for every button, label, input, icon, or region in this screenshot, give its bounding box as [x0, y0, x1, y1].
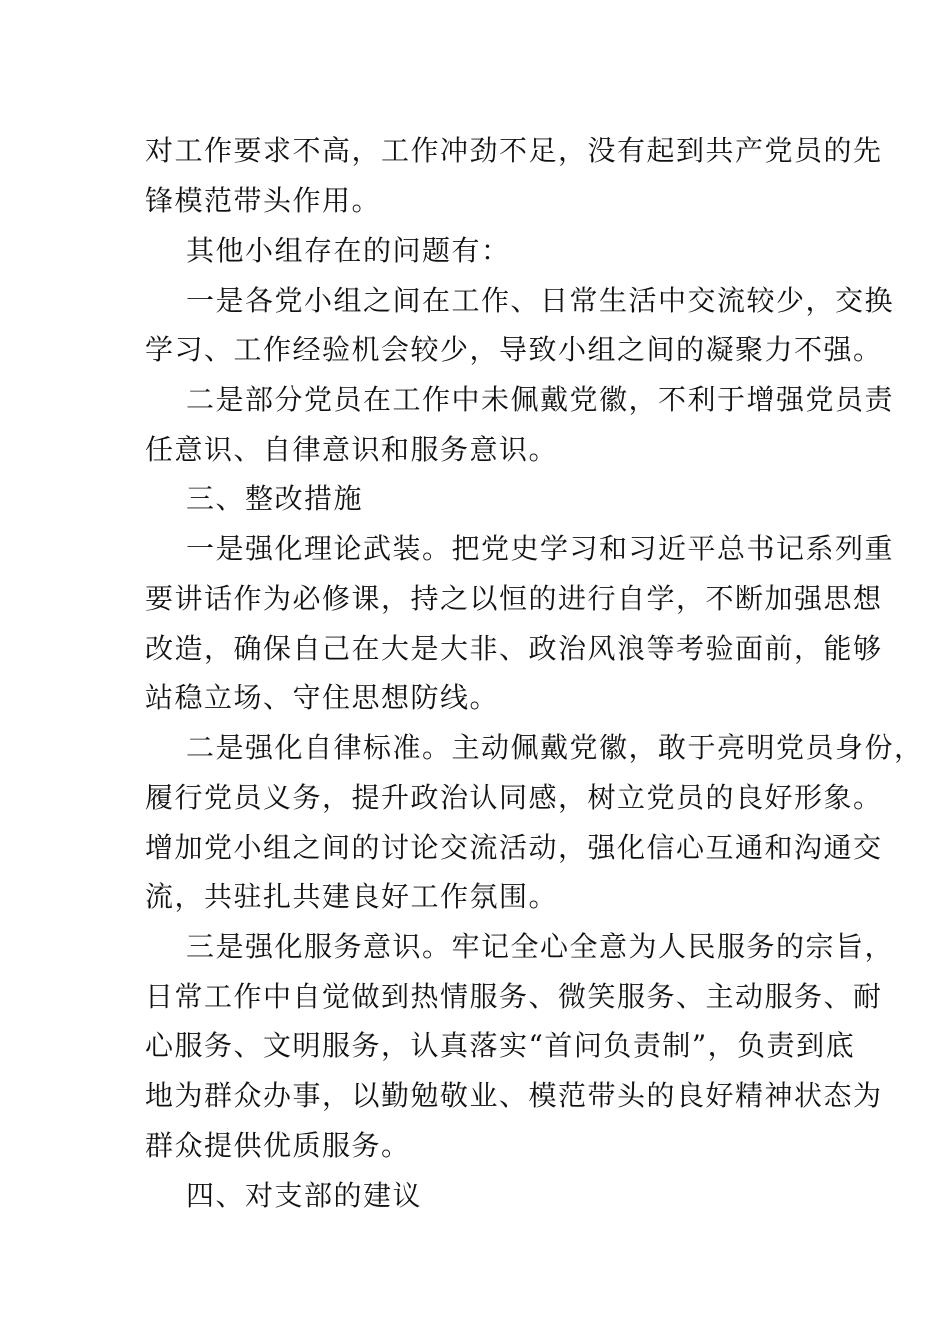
paragraph-line: 学习、工作经验机会较少，导致小组之间的凝聚力不强。 [145, 333, 883, 366]
section-heading: 三、整改措施 [186, 482, 364, 515]
paragraph-line: 增加党小组之间的讨论交流活动，强化信心互通和沟通交 [145, 831, 883, 864]
paragraph-line: 群众提供优质服务。 [145, 1129, 411, 1162]
paragraph-line: 日常工作中自觉做到热情服务、微笑服务、主动服务、耐 [145, 980, 883, 1013]
paragraph-line: 三是强化服务意识。牢记全心全意为人民服务的宗旨， [186, 930, 895, 963]
paragraph-line: 锋模范带头作用。 [145, 184, 382, 217]
paragraph-line: 二是强化自律标准。主动佩戴党徽，敢于亮明党员身份， [186, 731, 924, 764]
paragraph-line: 地为群众办事，以勤勉敬业、模范带头的良好精神状态为 [145, 1079, 883, 1112]
paragraph-line: 其他小组存在的问题有： [186, 234, 511, 267]
paragraph-line: 履行党员义务，提升政治认同感，树立党员的良好形象。 [145, 781, 883, 814]
paragraph-line: 一是各党小组之间在工作、日常生活中交流较少，交换 [186, 284, 895, 317]
section-heading: 四、对支部的建议 [186, 1179, 423, 1212]
paragraph-line: 一是强化理论武装。把党史学习和习近平总书记系列重 [186, 532, 895, 565]
paragraph-line: 站稳立场、守住思想防线。 [145, 681, 500, 714]
paragraph-line: 二是部分党员在工作中未佩戴党徽，不利于增强党员责 [186, 383, 895, 416]
paragraph-line: 任意识、自律意识和服务意识。 [145, 433, 559, 466]
paragraph-line: 对工作要求不高，工作冲劲不足，没有起到共产党员的先 [145, 134, 883, 167]
paragraph-line: 心服务、文明服务，认真落实“首问负责制”，负责到底 [145, 1029, 856, 1062]
paragraph-line: 改造，确保自己在大是大非、政治风浪等考验面前，能够 [145, 632, 883, 665]
paragraph-line: 流，共驻扎共建良好工作氛围。 [145, 880, 559, 913]
paragraph-line: 要讲话作为必修课，持之以恒的进行自学，不断加强思想 [145, 582, 883, 615]
